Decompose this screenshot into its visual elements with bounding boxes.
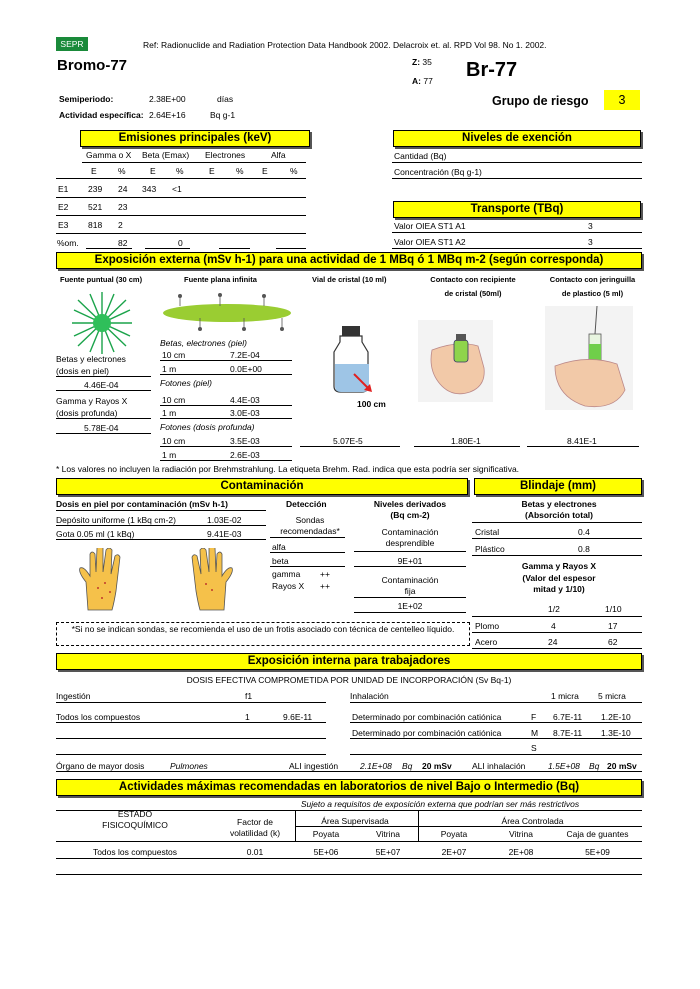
syringe-hand-icon [545, 306, 633, 410]
steel-tenth: 62 [608, 637, 618, 647]
inhalation-row-2: Determinado por combinación catiónica [352, 728, 502, 738]
fixed-value: 1E+02 [397, 601, 423, 611]
removable-value: 9E+01 [397, 556, 423, 566]
probe-beta: beta [272, 556, 289, 566]
skin-dose-title: Dosis en piel por contaminación (mSv h-1) [56, 499, 228, 509]
contamination-title: Contaminación [56, 478, 468, 495]
col-beta: Beta (Emax) [142, 150, 190, 160]
plane-photon-title: Fotones (piel) [160, 378, 212, 388]
ingestion-label: Ingestión [56, 691, 91, 701]
c-vitrina: Vitrina [509, 829, 533, 839]
col-container: Contacto con recipiente [430, 275, 516, 284]
gamma-x-label: Gamma y Rayos X [56, 396, 128, 406]
inhalation-row-2-v5: 1.3E-10 [601, 728, 631, 738]
transport-a1-label: Valor OIEA ST1 A1 [394, 221, 466, 231]
ali-inhalation-unit: Bq [589, 761, 600, 771]
plane-p-1m-label: 1 m [162, 408, 177, 418]
ingestion-compounds: Todos los compuestos [56, 712, 141, 722]
organ-label: Órgano de mayor dosis [56, 761, 145, 771]
glass-value: 0.4 [578, 527, 590, 537]
inhalation-row-1-type: F [531, 712, 537, 722]
probe-gamma: gamma [272, 569, 301, 579]
shield-gamma-title-3: mitad y 1/10) [533, 584, 585, 594]
gamma-dose-value: 5.78E-04 [84, 423, 119, 433]
row-e2-label: E2 [58, 202, 69, 212]
ali-inhalation-dose: 20 mSv [607, 761, 637, 771]
ali-ingestion-label: ALI ingestión [289, 761, 339, 771]
activities-subtitle: Sujeto a requisitos de exposición externa que podrían ser más restrictivos [300, 799, 580, 809]
transport-a2-label: Valor OIEA ST1 A2 [394, 237, 466, 247]
col-electrons: Electrones [205, 150, 246, 160]
glass-label: Cristal [475, 527, 500, 537]
nuclide-symbol: Br-77 [466, 59, 518, 81]
half-life-label: Semiperiodo: [59, 94, 114, 104]
inhalation-label: Inhalación [350, 691, 389, 701]
activities-title: Actividades máximas recomendadas en laboratorios de nivel Bajo o Intermedio (Bq) [56, 779, 642, 796]
risk-group-label: Grupo de riesgo [492, 94, 589, 108]
row-e1-beta-e: 343 [142, 184, 157, 194]
f1-label: f1 [245, 691, 253, 701]
vial-icon [328, 324, 376, 396]
inhalation-row-1-v5: 1.2E-10 [601, 712, 631, 722]
row-e1-label: E1 [58, 184, 69, 194]
right-hand-icon [176, 548, 234, 612]
row-c-poyata: 2E+07 [441, 847, 467, 857]
c-poyata: Poyata [440, 829, 468, 839]
plane-deep-title: Fotones (dosis profunda) [160, 422, 255, 432]
plane-beta-title: Betas, electrones (piel) [160, 338, 247, 348]
steel-label: Acero [475, 637, 498, 647]
shield-gamma-title-2: (Valor del espesor [522, 573, 596, 583]
specific-activity-label: Actividad específica: [59, 110, 144, 120]
s-vitrina: Vitrina [376, 829, 400, 839]
col-tenth: 1/10 [605, 604, 622, 614]
external-note: * Los valores no incluyen la radiación por Brehmstrahlung. La etiqueta Brehm. Rad. indica que esta podría ser significativa. [56, 464, 520, 474]
col-gamma: Gamma o X [86, 150, 132, 160]
lead-tenth: 17 [608, 621, 618, 631]
drop-value: 9.41E-03 [207, 529, 242, 539]
sub-e: E [150, 166, 156, 176]
derived-title: Niveles derivados [373, 499, 447, 509]
col-container-2: de cristal (50ml) [444, 289, 502, 298]
supervised-area: Área Supervisada [321, 816, 389, 826]
removable-label: Contaminación [381, 527, 439, 537]
probe-alfa: alfa [272, 542, 286, 552]
probe-note: *Si no se indican sondas, se recomienda el uso de un frotis asociado con técnica de centelleo líquido. [71, 624, 455, 634]
exemption-title: Niveles de exención [393, 130, 641, 147]
removable-label-2: desprendible [385, 538, 435, 548]
plane-p-10-value: 4.4E-03 [230, 395, 260, 405]
plane-p-10-label: 10 cm [162, 395, 186, 405]
probe-gamma-rating: ++ [320, 569, 330, 579]
row-e2-gamma-e: 521 [88, 202, 103, 212]
beta-electrons-sub: (dosis en piel) [56, 366, 109, 376]
inhalation-row-3-type: S [531, 743, 537, 753]
col-syringe-2: de plastico (5 ml) [561, 289, 624, 298]
row-e2-gamma-pct: 23 [118, 202, 128, 212]
row-k: 0.01 [246, 847, 264, 857]
shield-beta-title: Betas y electrones [521, 499, 597, 509]
col-vial: Vial de cristal (10 ml) [312, 275, 387, 284]
drop-label: Gota 0.05 ml (1 kBq) [56, 529, 135, 539]
emissions-title: Emisiones principales (keV) [80, 130, 310, 147]
plane-b-10-label: 10 cm [162, 350, 186, 360]
state-label: ESTADO [117, 809, 153, 819]
plane-d-1m-label: 1 m [162, 450, 177, 460]
sub-pct: % [118, 166, 126, 176]
transport-title: Transporte (TBq) [393, 201, 641, 218]
ingestion-f1: 1 [245, 712, 250, 722]
row-label: Todos los compuestos [92, 847, 178, 857]
plane-b-1m-value: 0.0E+00 [230, 364, 262, 374]
sub-e: E [262, 166, 268, 176]
factor-label: Factor de [237, 817, 273, 827]
exemption-concentration: Concentración (Bq g-1) [394, 167, 482, 177]
pct-omitted-label: %om. [57, 238, 79, 248]
nuclide-name: Bromo-77 [57, 57, 128, 74]
plane-source-icon [160, 292, 295, 334]
derived-title-2: (Bq cm-2) [390, 510, 430, 520]
row-e3-gamma-e: 818 [88, 220, 103, 230]
shielding-title: Blindaje (mm) [474, 478, 642, 495]
atomic-number: Z: 35 [412, 57, 432, 67]
row-e1-gamma-e: 239 [88, 184, 103, 194]
plane-d-10-label: 10 cm [162, 436, 186, 446]
half-life-value: 2.38E+00 [149, 94, 186, 104]
row-c-vitrina: 2E+08 [508, 847, 534, 857]
transport-a2-value: 3 [588, 237, 593, 247]
micron-1-label: 1 micra [551, 691, 579, 701]
row-e3-label: E3 [58, 220, 69, 230]
beta-dose-value: 4.46E-04 [84, 380, 119, 390]
ali-ingestion-dose: 20 mSv [422, 761, 452, 771]
container-hand-icon [418, 320, 493, 402]
container-dose-value: 1.80E-1 [451, 436, 481, 446]
exemption-quantity: Cantidad (Bq) [394, 151, 447, 161]
inhalation-row-1: Determinado por combinación catiónica [352, 712, 502, 722]
plane-d-10-value: 3.5E-03 [230, 436, 260, 446]
sub-pct: % [236, 166, 244, 176]
left-hand-icon [78, 548, 136, 612]
specific-activity-value: 2.64E+16 [149, 110, 186, 120]
syringe-dose-value: 8.41E-1 [567, 436, 597, 446]
reference-text: Ref: Radionuclide and Radiation Protection Data Handbook 2002. Delacroix et. al. RPD Vol 98. No 1. 2002. [143, 40, 547, 50]
row-s-poyata: 5E+06 [313, 847, 339, 857]
c-caja: Caja de guantes [566, 829, 629, 839]
probe-x-rating: ++ [320, 581, 330, 591]
row-e1-gamma-pct: 24 [118, 184, 128, 194]
sub-e: E [91, 166, 97, 176]
organ-value: Pulmones [170, 761, 208, 771]
inhalation-row-2-v1: 8.7E-11 [553, 728, 583, 738]
sub-pct: % [176, 166, 184, 176]
probe-x: Rayos X [272, 581, 305, 591]
row-c-caja: 5E+09 [585, 847, 610, 857]
plastic-label: Plástico [475, 544, 505, 554]
gamma-x-sub: (dosis profunda) [56, 408, 118, 418]
lead-label: Plomo [475, 621, 500, 631]
col-point-source: Fuente puntual (30 cm) [60, 275, 143, 284]
specific-activity-unit: Bq g-1 [210, 110, 236, 120]
probes-label-2: recomendadas* [280, 526, 340, 536]
ali-ingestion-unit: Bq [402, 761, 413, 771]
inhalation-row-1-v1: 6.7E-11 [553, 712, 583, 722]
ali-inhalation-label: ALI inhalación [472, 761, 526, 771]
risk-group-value: 3 [604, 90, 640, 110]
plastic-value: 0.8 [578, 544, 590, 554]
sepr-logo: SEPR [56, 37, 88, 51]
state-label-2: FISICOQUÍMICO [102, 820, 168, 830]
plane-p-1m-value: 3.0E-03 [230, 408, 260, 418]
pct-gamma: 82 [118, 238, 128, 248]
internal-title: Exposición interna para trabajadores [56, 653, 642, 670]
vial-dose-value: 5.07E-5 [333, 436, 363, 446]
row-s-vitrina: 5E+07 [375, 847, 401, 857]
sub-e: E [209, 166, 215, 176]
plane-b-10-value: 7.2E-04 [230, 350, 260, 360]
col-half: 1/2 [548, 604, 560, 614]
fixed-label-2: fija [404, 586, 416, 596]
row-e3-gamma-pct: 2 [118, 220, 123, 230]
deposit-value: 1.03E-02 [207, 515, 242, 525]
probes-label: Sondas [295, 515, 325, 525]
point-source-icon [66, 290, 138, 356]
col-syringe: Contacto con jeringuilla [549, 275, 636, 284]
micron-5-label: 5 micra [598, 691, 626, 701]
shield-beta-title-2: (Absorción total) [525, 510, 593, 520]
ali-inhalation-value: 1.5E+08 [548, 761, 580, 771]
ali-ingestion-value: 2.1E+08 [360, 761, 392, 771]
col-plane-source: Fuente plana infinita [184, 275, 257, 284]
sub-pct: % [290, 166, 298, 176]
col-alpha: Alfa [271, 150, 286, 160]
half-life-unit: días [217, 94, 234, 104]
s-poyata: Poyata [312, 829, 340, 839]
inhalation-row-2-type: M [531, 728, 539, 738]
transport-a1-value: 3 [588, 221, 593, 231]
pct-beta: 0 [178, 238, 183, 248]
internal-subtitle: DOSIS EFECTIVA COMPROMETIDA POR UNIDAD DE INCORPORACIÓN (Sv Bq-1) [186, 675, 512, 685]
detection-title: Detección [286, 499, 327, 509]
ingestion-dose: 9.6E-11 [283, 712, 313, 722]
mass-number: A: 77 [412, 76, 433, 86]
deposit-label: Depósito uniforme (1 kBq cm-2) [56, 515, 176, 525]
fixed-label: Contaminación [381, 575, 439, 585]
steel-half: 24 [548, 637, 558, 647]
shield-gamma-title: Gamma y Rayos X [521, 561, 597, 571]
beta-electrons-label: Betas y electrones [56, 354, 126, 364]
lead-half: 4 [551, 621, 556, 631]
plane-b-1m-label: 1 m [162, 364, 177, 374]
vial-distance-label: 100 cm [357, 399, 386, 409]
controlled-area: Área Controlada [501, 816, 564, 826]
external-title: Exposición externa (mSv h-1) para una actividad de 1 MBq ó 1 MBq m-2 (según corresponda) [56, 252, 642, 269]
row-e1-beta-pct: <1 [172, 184, 182, 194]
plane-d-1m-value: 2.6E-03 [230, 450, 260, 460]
factor-label-2: volatilidad (k) [229, 828, 281, 838]
